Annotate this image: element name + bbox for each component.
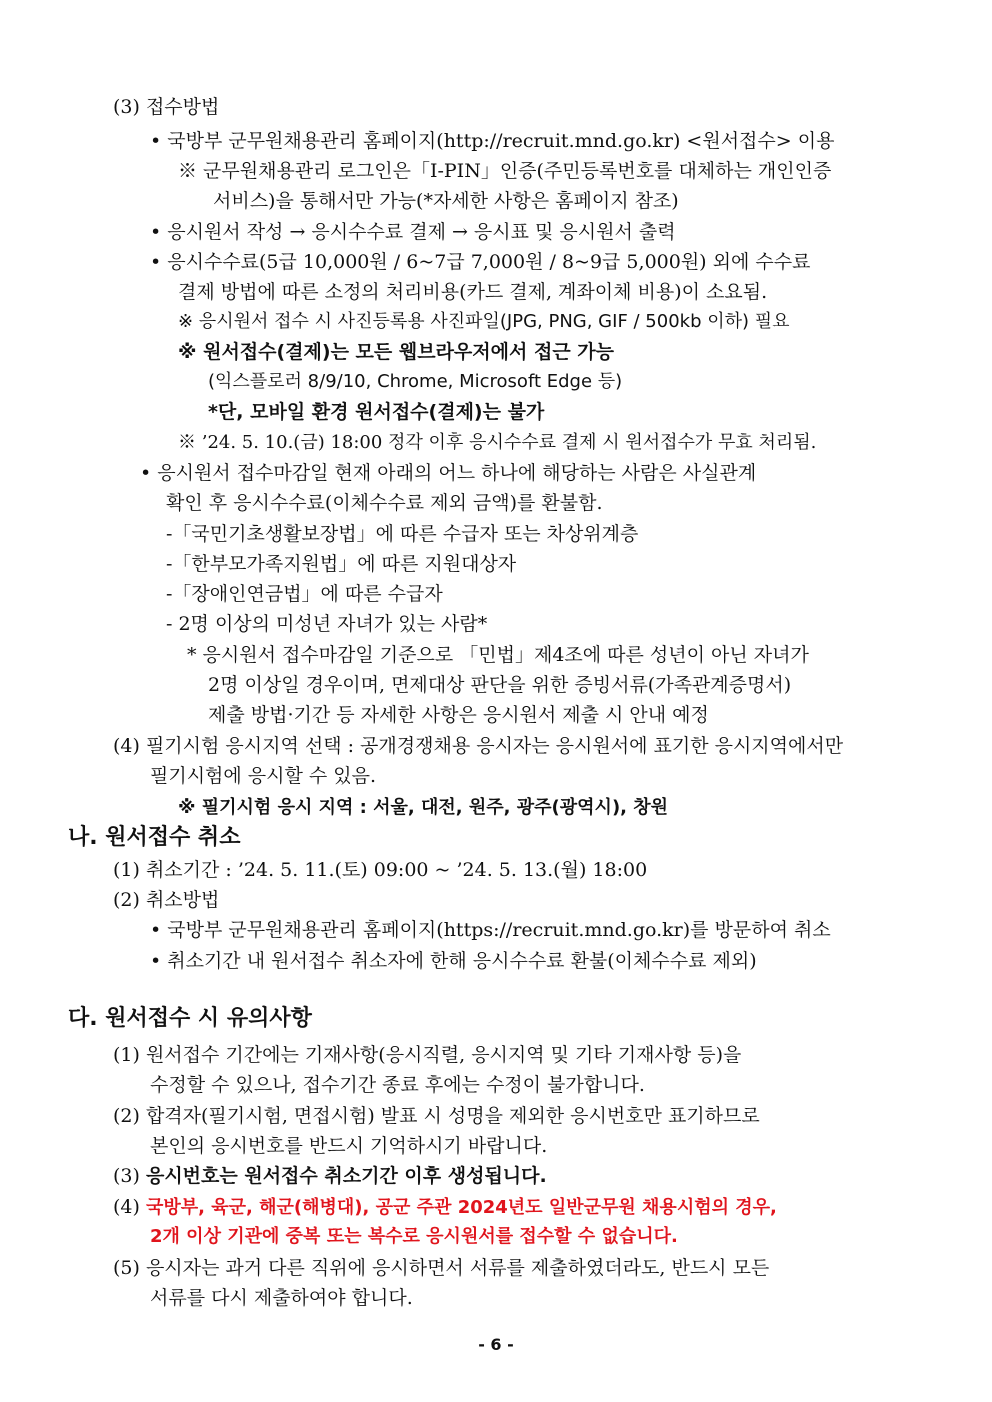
page-number: - 6 - (478, 1335, 514, 1354)
precaution-1b: 수정할 수 있으나, 접수기간 종료 후에는 수정이 불가합니다. (150, 1074, 645, 1096)
precaution-2a: (2) 합격자(필기시험, 면접시험) 발표 시 성명을 제외한 응시번호만 표기하므로 (113, 1105, 760, 1127)
note-browser: ※ 원서접수(결제)는 모든 웹브라우저에서 접근 가능 (178, 341, 614, 363)
precaution-4-number: (4) (113, 1196, 140, 1218)
section-3-heading: (3) 접수방법 (113, 96, 220, 118)
bullet-process: • 응시원서 작성 → 응시수수료 결제 → 응시표 및 응시원서 출력 (150, 221, 676, 243)
bullet-homepage: • 국방부 군무원채용관리 홈페이지(http://recruit.mnd.go.kr) <원서접수> 이용 (150, 130, 835, 152)
note-browser-list: (익스플로러 8/9/10, Chrome, Microsoft Edge 등) (208, 371, 623, 392)
heading-precautions: 다. 원서접수 시 유의사항 (68, 1006, 312, 1031)
precaution-2b: 본인의 응시번호를 반드시 기억하시기 바랍니다. (150, 1135, 548, 1157)
cancel-period: (1) 취소기간 : ’24. 5. 11.(토) 09:00 ~ ’24. 5. 13.(월) 18:00 (113, 859, 648, 881)
bullet-refund-cont: 확인 후 응시수수료(이체수수료 제외 금액)를 환불함. (166, 492, 603, 514)
bullet-fee-cont: 결제 방법에 따른 소정의 처리비용(카드 결제, 계좌이체 비용)이 소요됨. (178, 281, 768, 303)
footnote-line-2: 2명 이상일 경우이며, 면제대상 판단을 위한 증빙서류(가족관계증명서) (208, 674, 792, 696)
section-4-line-1: (4) 필기시험 응시지역 선택 : 공개경쟁채용 응시자는 응시원서에 표기한 응시지역에서만 (113, 735, 844, 757)
precaution-3-text: 응시번호는 원서접수 취소기간 이후 생성됩니다. (145, 1165, 547, 1187)
note-ipin-cont: 서비스)을 통해서만 가능(*자세한 사항은 홈페이지 참조) (213, 190, 679, 212)
footnote-line-1: * 응시원서 접수마감일 기준으로 「민법」제4조에 따른 성년이 아닌 자녀가 (187, 644, 809, 666)
footnote-line-3: 제출 방법·기간 등 자세한 사항은 응시원서 제출 시 안내 예정 (208, 704, 709, 726)
dash-item-4: - 2명 이상의 미성년 자녀가 있는 사람* (166, 613, 488, 635)
precaution-4b: 2개 이상 기관에 중복 또는 복수로 응시원서를 접수할 수 없습니다. (150, 1226, 678, 1247)
section-4-line-2: 필기시험에 응시할 수 있음. (150, 765, 377, 787)
note-photo: ※ 응시원서 접수 시 사진등록용 사진파일(JPG, PNG, GIF / 500kb 이하) 필요 (178, 311, 790, 332)
exam-region-note: ※ 필기시험 응시 지역 : 서울, 대전, 원주, 광주(광역시), 창원 (178, 797, 669, 818)
precaution-5b: 서류를 다시 제출하여야 합니다. (150, 1287, 413, 1309)
cancel-bullet-2: • 취소기간 내 원서접수 취소자에 한해 응시수수료 환불(이체수수료 제외) (150, 950, 757, 972)
precaution-1a: (1) 원서접수 기간에는 기재사항(응시직렬, 응시지역 및 기타 기재사항 등)을 (113, 1044, 742, 1066)
precaution-4a (113, 1192, 777, 1222)
note-mobile: *단, 모바일 환경 원서접수(결제)는 불가 (208, 401, 545, 423)
dash-item-2: -「한부모가족지원법」에 따른 지원대상자 (166, 553, 517, 575)
note-ipin: ※ 군무원채용관리 로그인은「I-PIN」인증(주민등록번호를 대체하는 개인인증 (178, 160, 832, 182)
cancel-bullet-1: • 국방부 군무원채용관리 홈페이지(https://recruit.mnd.go.kr)를 방문하여 취소 (150, 919, 831, 941)
precaution-4-text: 국방부, 육군, 해군(해병대), 공군 주관 2024년도 일반군무원 채용시험의 경우, (145, 1197, 777, 1218)
precaution-3 (113, 1161, 547, 1191)
dash-item-1: -「국민기초생활보장법」에 따른 수급자 또는 차상위계층 (166, 523, 639, 545)
heading-cancel: 나. 원서접수 취소 (68, 825, 241, 850)
bullet-refund: • 응시원서 접수마감일 현재 아래의 어느 하나에 해당하는 사람은 사실관계 (140, 462, 757, 484)
precaution-3-number: (3) (113, 1165, 140, 1187)
precaution-5a: (5) 응시자는 과거 다른 직위에 응시하면서 서류를 제출하였더라도, 반드시 모든 (113, 1257, 770, 1279)
cancel-method: (2) 취소방법 (113, 889, 220, 911)
note-deadline: ※ ’24. 5. 10.(금) 18:00 정각 이후 응시수수료 결제 시 원서접수가 무효 처리됨. (178, 432, 817, 453)
dash-item-3: -「장애인연금법」에 따른 수급자 (166, 583, 443, 605)
bullet-fee: • 응시수수료(5급 10,000원 / 6~7급 7,000원 / 8~9급 5,000원) 외에 수수료 (150, 251, 811, 273)
